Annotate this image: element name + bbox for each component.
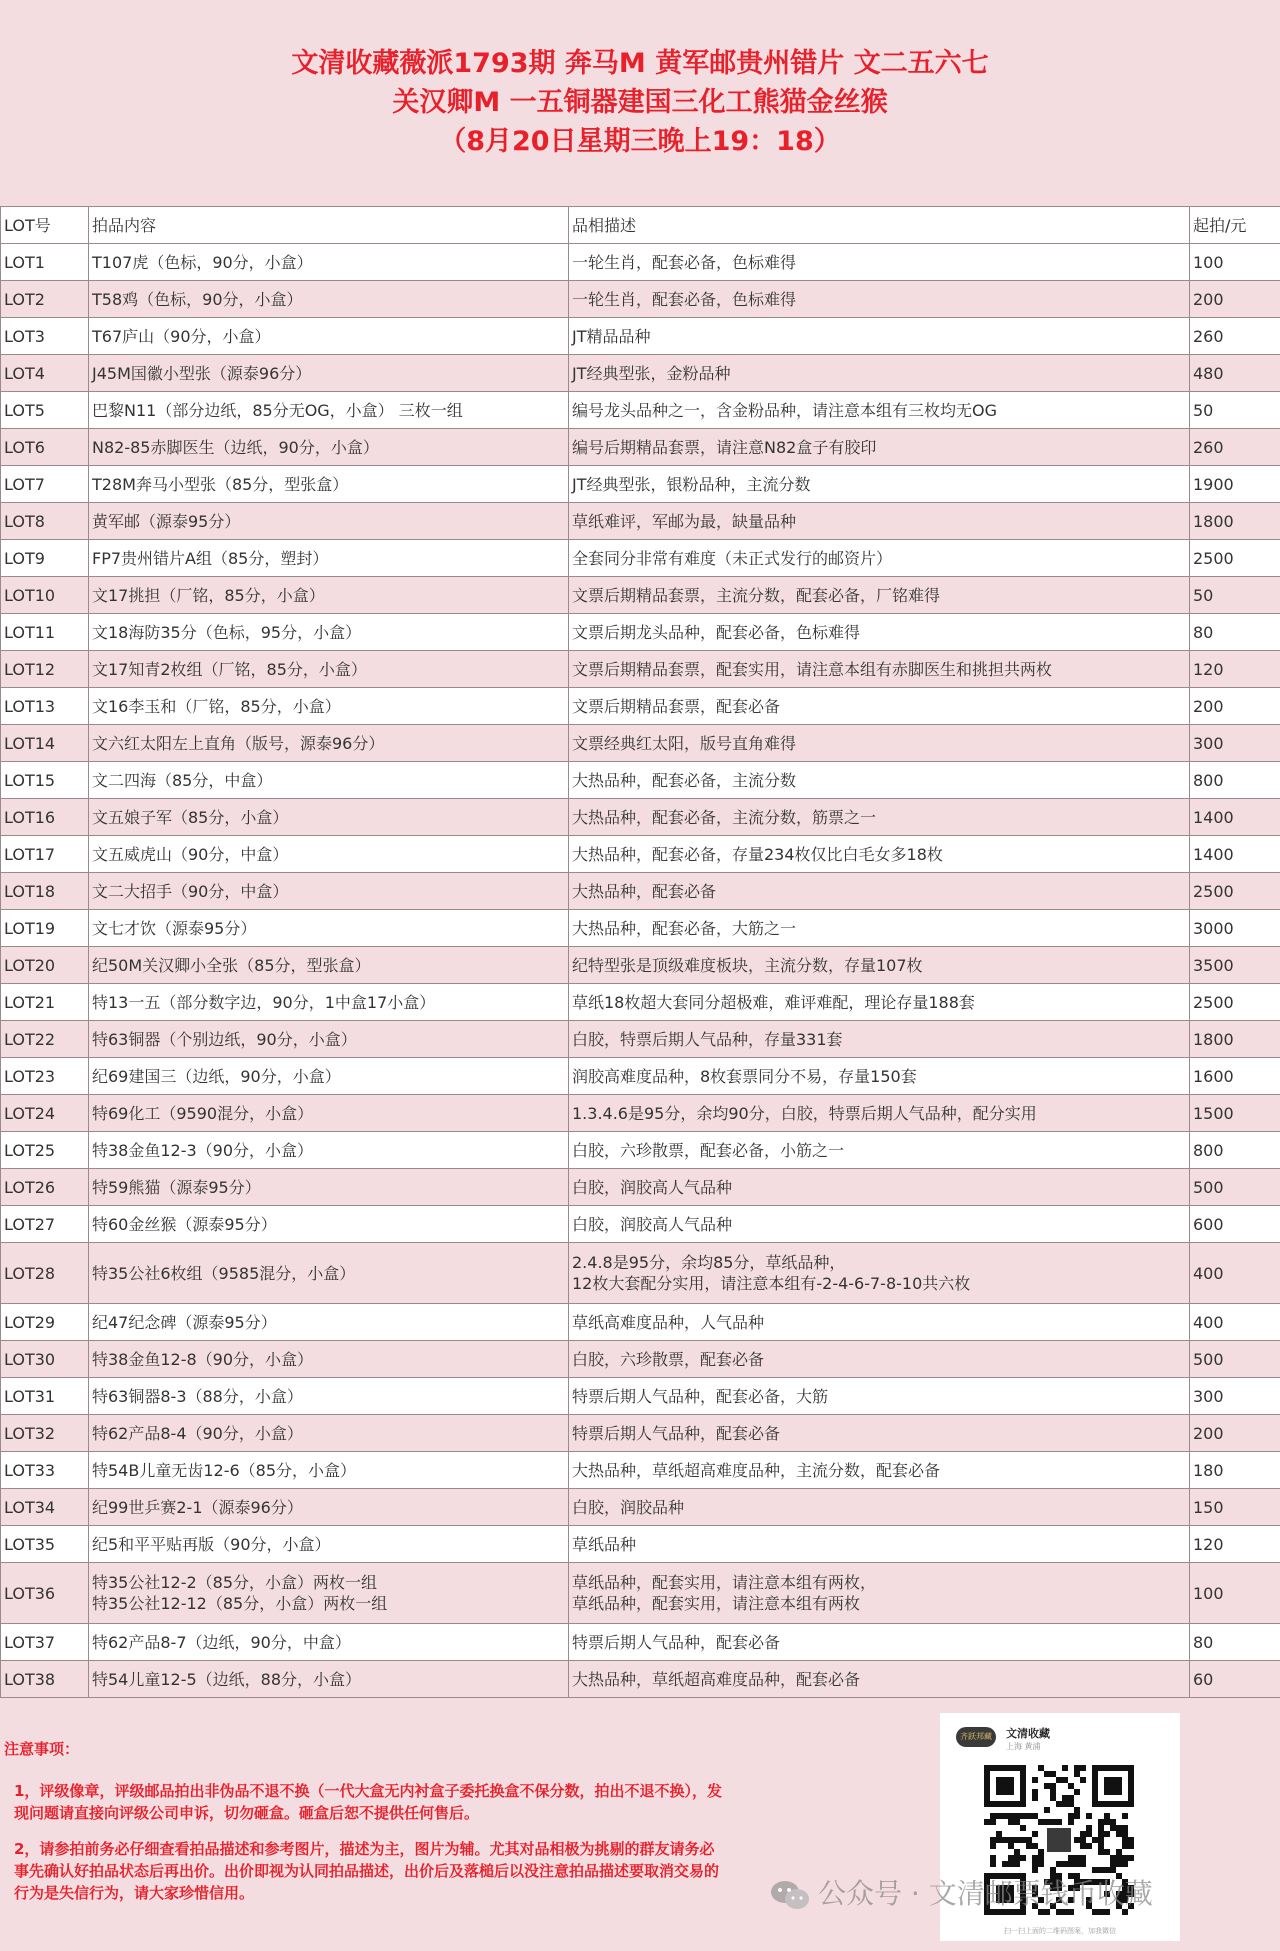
header-lot: LOT号 (1, 207, 89, 244)
cell-lot: LOT11 (1, 614, 89, 651)
cell-start-price: 500 (1190, 1169, 1280, 1206)
cell-lot: LOT9 (1, 540, 89, 577)
table-header-row (1, 207, 1280, 244)
cell-lot: LOT4 (1, 355, 89, 392)
cell-lot: LOT12 (1, 651, 89, 688)
cell-condition: 草纸高难度品种，人气品种 (569, 1304, 1190, 1341)
cell-content: 文17挑担（厂铭，85分，小盒） (89, 577, 569, 614)
cell-start-price: 1800 (1190, 1021, 1280, 1058)
cell-condition: 文票后期龙头品种，配套必备，色标难得 (569, 614, 1190, 651)
cell-lot: LOT37 (1, 1624, 89, 1661)
cell-condition: JT精品品种 (569, 318, 1190, 355)
cell-start-price: 80 (1190, 1624, 1280, 1661)
cell-content: T58鸡（色标，90分，小盒） (89, 281, 569, 318)
cell-lot: LOT28 (1, 1243, 89, 1304)
title-line-3: （8月20日星期三晚上19：18） (439, 126, 841, 157)
cell-lot: LOT35 (1, 1526, 89, 1563)
cell-condition: 草纸品种 (569, 1526, 1190, 1563)
cell-lot: LOT26 (1, 1169, 89, 1206)
cell-start-price: 260 (1190, 318, 1280, 355)
table-row (1, 1021, 1280, 1058)
table-row (1, 1378, 1280, 1415)
cell-start-price: 2500 (1190, 540, 1280, 577)
table-row (1, 1661, 1280, 1698)
table-row (1, 1563, 1280, 1624)
cell-condition: 白胶，润胶高人气品种 (569, 1206, 1190, 1243)
cell-start-price: 80 (1190, 614, 1280, 651)
table-row (1, 1624, 1280, 1661)
table-row (1, 577, 1280, 614)
notes-item-2: 2，请参拍前务必仔细查看拍品描述和参考图片，描述为主，图片为辅。尤其对品相极为挑剔的群友请务必事先确认好拍品状态后再出价。出价即视为认同拍品描述，出价后及落槌后以没注意拍品描述要取消交易的行为是失信行为，请大家珍惜信用。 (14, 1840, 720, 1902)
cell-content: 文二四海（85分，中盒） (89, 762, 569, 799)
cell-start-price: 120 (1190, 1526, 1280, 1563)
cell-content: 特62产品8-7（边纸，90分，中盒） (89, 1624, 569, 1661)
cell-start-price: 400 (1190, 1243, 1280, 1304)
cell-lot: LOT3 (1, 318, 89, 355)
cell-condition: 白胶，六珍散票，配套必备 (569, 1341, 1190, 1378)
table-row (1, 355, 1280, 392)
table-row (1, 1415, 1280, 1452)
cell-content: 特63铜器（个别边纸，90分，小盒） (89, 1021, 569, 1058)
cell-start-price: 3500 (1190, 947, 1280, 984)
table-row (1, 873, 1280, 910)
watermark-text: 公众号 · 文清邮票钱币收藏 (818, 1877, 1153, 1910)
cell-condition: 文票经典红太阳，版号直角难得 (569, 725, 1190, 762)
cell-lot: LOT13 (1, 688, 89, 725)
table-row (1, 466, 1280, 503)
cell-start-price: 1600 (1190, 1058, 1280, 1095)
qr-account-name: 文清收藏 (1006, 1727, 1050, 1740)
cell-start-price: 200 (1190, 688, 1280, 725)
table-row (1, 651, 1280, 688)
notes-heading: 注意事项： (4, 1740, 80, 1758)
table-row (1, 1132, 1280, 1169)
cell-lot: LOT21 (1, 984, 89, 1021)
cell-start-price: 100 (1190, 1563, 1280, 1624)
cell-start-price: 200 (1190, 1415, 1280, 1452)
cell-start-price: 1400 (1190, 836, 1280, 873)
table-row (1, 910, 1280, 947)
table-row (1, 725, 1280, 762)
cell-start-price: 800 (1190, 1132, 1280, 1169)
cell-condition: 编号后期精品套票，请注意N82盒子有胶印 (569, 429, 1190, 466)
cell-start-price: 400 (1190, 1304, 1280, 1341)
table-row (1, 244, 1280, 281)
table-row (1, 762, 1280, 799)
cell-content: J45M国徽小型张（源泰96分） (89, 355, 569, 392)
cell-lot: LOT34 (1, 1489, 89, 1526)
table-row (1, 947, 1280, 984)
cell-start-price: 1500 (1190, 1095, 1280, 1132)
cell-start-price: 1900 (1190, 466, 1280, 503)
cell-lot: LOT31 (1, 1378, 89, 1415)
table-row (1, 1452, 1280, 1489)
cell-lot: LOT27 (1, 1206, 89, 1243)
cell-lot: LOT32 (1, 1415, 89, 1452)
cell-lot: LOT10 (1, 577, 89, 614)
cell-content: 特38金鱼12-3（90分，小盒） (89, 1132, 569, 1169)
table-row (1, 318, 1280, 355)
cell-content: 纪99世乒赛2-1（源泰96分） (89, 1489, 569, 1526)
cell-start-price: 300 (1190, 1378, 1280, 1415)
cell-start-price: 180 (1190, 1452, 1280, 1489)
cell-content: 黄军邮（源泰95分） (89, 503, 569, 540)
cell-condition: 润胶高难度品种，8枚套票同分不易，存量150套 (569, 1058, 1190, 1095)
cell-condition: JT经典型张，金粉品种 (569, 355, 1190, 392)
cell-condition: 文票后期精品套票，配套实用，请注意本组有赤脚医生和挑担共两枚 (569, 651, 1190, 688)
cell-condition: JT经典型张，银粉品种，主流分数 (569, 466, 1190, 503)
table-row (1, 1526, 1280, 1563)
notes-item-1: 1，评级像章，评级邮品拍出非伪品不退不换（一代大盒无内衬盒子委托换盒不保分数，拍出不退不换），发现问题请直接向评级公司申诉，切勿砸盒。砸盒后恕不提供任何售后。 (14, 1782, 722, 1822)
table-row (1, 1243, 1280, 1304)
cell-start-price: 300 (1190, 725, 1280, 762)
cell-condition: 文票后期精品套票，配套必备 (569, 688, 1190, 725)
table-row (1, 1169, 1280, 1206)
table-row (1, 799, 1280, 836)
cell-start-price: 2500 (1190, 984, 1280, 1021)
table-row (1, 984, 1280, 1021)
cell-content: 特62产品8-4（90分，小盒） (89, 1415, 569, 1452)
cell-condition: 一轮生肖，配套必备，色标难得 (569, 244, 1190, 281)
title-line-2: 关汉卿M 一五铜器建国三化工熊猫金丝猴 (392, 87, 888, 118)
header-start-price: 起拍/元 (1190, 207, 1280, 244)
cell-lot: LOT17 (1, 836, 89, 873)
qr-logo: 齐跃邦藏 (956, 1727, 996, 1747)
cell-content: 文五威虎山（90分，中盒） (89, 836, 569, 873)
cell-content: 文七才饮（源泰95分） (89, 910, 569, 947)
cell-content: 特63铜器8-3（88分，小盒） (89, 1378, 569, 1415)
cell-start-price: 100 (1190, 244, 1280, 281)
cell-start-price: 3000 (1190, 910, 1280, 947)
cell-condition: 大热品种，配套必备，主流分数 (569, 762, 1190, 799)
header-content: 拍品内容 (89, 207, 569, 244)
cell-lot: LOT30 (1, 1341, 89, 1378)
table-row (1, 281, 1280, 318)
cell-condition: 草纸品种，配套实用，请注意本组有两枚， 草纸品种，配套实用，请注意本组有两枚 (569, 1563, 1190, 1624)
cell-content: 特38金鱼12-8（90分，小盒） (89, 1341, 569, 1378)
cell-condition: 草纸难评，军邮为最，缺量品种 (569, 503, 1190, 540)
cell-start-price: 2500 (1190, 873, 1280, 910)
cell-lot: LOT7 (1, 466, 89, 503)
cell-lot: LOT5 (1, 392, 89, 429)
cell-lot: LOT18 (1, 873, 89, 910)
cell-condition: 草纸18枚超大套同分超极难，难评难配，理论存量188套 (569, 984, 1190, 1021)
cell-content: 特54儿童12-5（边纸，88分，小盒） (89, 1661, 569, 1698)
cell-lot: LOT24 (1, 1095, 89, 1132)
cell-lot: LOT6 (1, 429, 89, 466)
cell-condition: 白胶，六珍散票，配套必备，小筋之一 (569, 1132, 1190, 1169)
cell-content: T67庐山（90分，小盒） (89, 318, 569, 355)
cell-content: N82-85赤脚医生（边纸，90分，小盒） (89, 429, 569, 466)
cell-start-price: 600 (1190, 1206, 1280, 1243)
table-row (1, 688, 1280, 725)
cell-lot: LOT2 (1, 281, 89, 318)
cell-content: 特60金丝猴（源泰95分） (89, 1206, 569, 1243)
cell-content: 纪5和平平贴再版（90分，小盒） (89, 1526, 569, 1563)
cell-lot: LOT20 (1, 947, 89, 984)
cell-condition: 特票后期人气品种，配套必备 (569, 1624, 1190, 1661)
cell-condition: 白胶，润胶品种 (569, 1489, 1190, 1526)
cell-condition: 文票后期精品套票，主流分数，配套必备，厂铭难得 (569, 577, 1190, 614)
cell-lot: LOT1 (1, 244, 89, 281)
table-row (1, 503, 1280, 540)
table-row (1, 1489, 1280, 1526)
cell-condition: 一轮生肖，配套必备，色标难得 (569, 281, 1190, 318)
cell-start-price: 150 (1190, 1489, 1280, 1526)
cell-lot: LOT22 (1, 1021, 89, 1058)
notes-section (4, 1738, 724, 1918)
cell-start-price: 200 (1190, 281, 1280, 318)
cell-lot: LOT36 (1, 1563, 89, 1624)
cell-condition: 白胶，特票后期人气品种，存量331套 (569, 1021, 1190, 1058)
cell-start-price: 50 (1190, 392, 1280, 429)
table-row (1, 1206, 1280, 1243)
cell-condition: 大热品种，配套必备，大筋之一 (569, 910, 1190, 947)
cell-content: 文16李玉和（厂铭，85分，小盒） (89, 688, 569, 725)
cell-content: FP7贵州错片A组（85分，塑封） (89, 540, 569, 577)
watermark (770, 1872, 1153, 1912)
cell-content: 特13一五（部分数字边，90分，1中盒17小盒） (89, 984, 569, 1021)
cell-start-price: 1400 (1190, 799, 1280, 836)
lot-table (0, 206, 1280, 1698)
cell-condition: 大热品种，配套必备 (569, 873, 1190, 910)
cell-condition: 特票后期人气品种，配套必备，大筋 (569, 1378, 1190, 1415)
cell-start-price: 500 (1190, 1341, 1280, 1378)
cell-content: 巴黎N11（部分边纸，85分无OG，小盒） 三枚一组 (89, 392, 569, 429)
cell-content: 文二大招手（90分，中盒） (89, 873, 569, 910)
header-condition: 品相描述 (569, 207, 1190, 244)
cell-lot: LOT8 (1, 503, 89, 540)
cell-content: 纪50M关汉卿小全张（85分，型张盒） (89, 947, 569, 984)
cell-lot: LOT16 (1, 799, 89, 836)
table-row (1, 836, 1280, 873)
cell-start-price: 1800 (1190, 503, 1280, 540)
cell-content: T28M奔马小型张（85分，型张盒） (89, 466, 569, 503)
table-row (1, 1058, 1280, 1095)
cell-content: 文五娘子军（85分，小盒） (89, 799, 569, 836)
cell-condition: 大热品种，配套必备，主流分数，筋票之一 (569, 799, 1190, 836)
qr-account-location: 上海 黄浦 (1006, 1742, 1041, 1751)
cell-content: 特59熊猫（源泰95分） (89, 1169, 569, 1206)
cell-condition: 1.3.4.6是95分，余均90分，白胶，特票后期人气品种，配分实用 (569, 1095, 1190, 1132)
cell-start-price: 480 (1190, 355, 1280, 392)
cell-condition: 特票后期人气品种，配套必备 (569, 1415, 1190, 1452)
cell-start-price: 120 (1190, 651, 1280, 688)
cell-lot: LOT25 (1, 1132, 89, 1169)
cell-content: 特35公社6枚组（9585混分，小盒） (89, 1243, 569, 1304)
cell-condition: 2.4.8是95分，余均85分，草纸品种， 12枚大套配分实用，请注意本组有-2-4-6-7-8-10共六枚 (569, 1243, 1190, 1304)
cell-condition: 白胶，润胶高人气品种 (569, 1169, 1190, 1206)
cell-condition: 大热品种，草纸超高难度品种，配套必备 (569, 1661, 1190, 1698)
cell-lot: LOT29 (1, 1304, 89, 1341)
cell-content: 文六红太阳左上直角（版号，源泰96分） (89, 725, 569, 762)
cell-lot: LOT33 (1, 1452, 89, 1489)
cell-lot: LOT19 (1, 910, 89, 947)
table-row (1, 429, 1280, 466)
cell-lot: LOT14 (1, 725, 89, 762)
cell-lot: LOT15 (1, 762, 89, 799)
cell-content: 文18海防35分（色标，95分，小盒） (89, 614, 569, 651)
table-row (1, 614, 1280, 651)
cell-start-price: 260 (1190, 429, 1280, 466)
cell-condition: 纪特型张是顶级难度板块，主流分数，存量107枚 (569, 947, 1190, 984)
table-row (1, 1095, 1280, 1132)
cell-start-price: 50 (1190, 577, 1280, 614)
qr-caption: 扫一扫上面的二维码图案，加我微信 (1004, 1927, 1116, 1935)
cell-condition: 大热品种，草纸超高难度品种，主流分数，配套必备 (569, 1452, 1190, 1489)
cell-content: 特35公社12-2（85分，小盒）两枚一组 特35公社12-12（85分，小盒）两枚一组 (89, 1563, 569, 1624)
cell-content: 纪47纪念碑（源泰95分） (89, 1304, 569, 1341)
wechat-icon (770, 1879, 810, 1911)
cell-condition: 全套同分非常有难度（未正式发行的邮资片） (569, 540, 1190, 577)
cell-content: T107虎（色标，90分，小盒） (89, 244, 569, 281)
table-row (1, 1304, 1280, 1341)
table-row (1, 1341, 1280, 1378)
cell-start-price: 800 (1190, 762, 1280, 799)
cell-content: 特69化工（9590混分，小盒） (89, 1095, 569, 1132)
table-row (1, 392, 1280, 429)
lot-table-body (1, 244, 1280, 1698)
table-row (1, 540, 1280, 577)
cell-content: 文17知青2枚组（厂铭，85分，小盒） (89, 651, 569, 688)
title-line-1: 文清收藏薇派1793期 奔马M 黄军邮贵州错片 文二五六七 (291, 48, 989, 79)
cell-content: 纪69建国三（边纸，90分，小盒） (89, 1058, 569, 1095)
cell-start-price: 60 (1190, 1661, 1280, 1698)
cell-lot: LOT38 (1, 1661, 89, 1698)
cell-content: 特54B儿童无齿12-6（85分，小盒） (89, 1452, 569, 1489)
cell-lot: LOT23 (1, 1058, 89, 1095)
cell-condition: 编号龙头品种之一，含金粉品种，请注意本组有三枚均无OG (569, 392, 1190, 429)
cell-condition: 大热品种，配套必备，存量234枚仅比白毛女多18枚 (569, 836, 1190, 873)
page-title (0, 44, 1280, 161)
